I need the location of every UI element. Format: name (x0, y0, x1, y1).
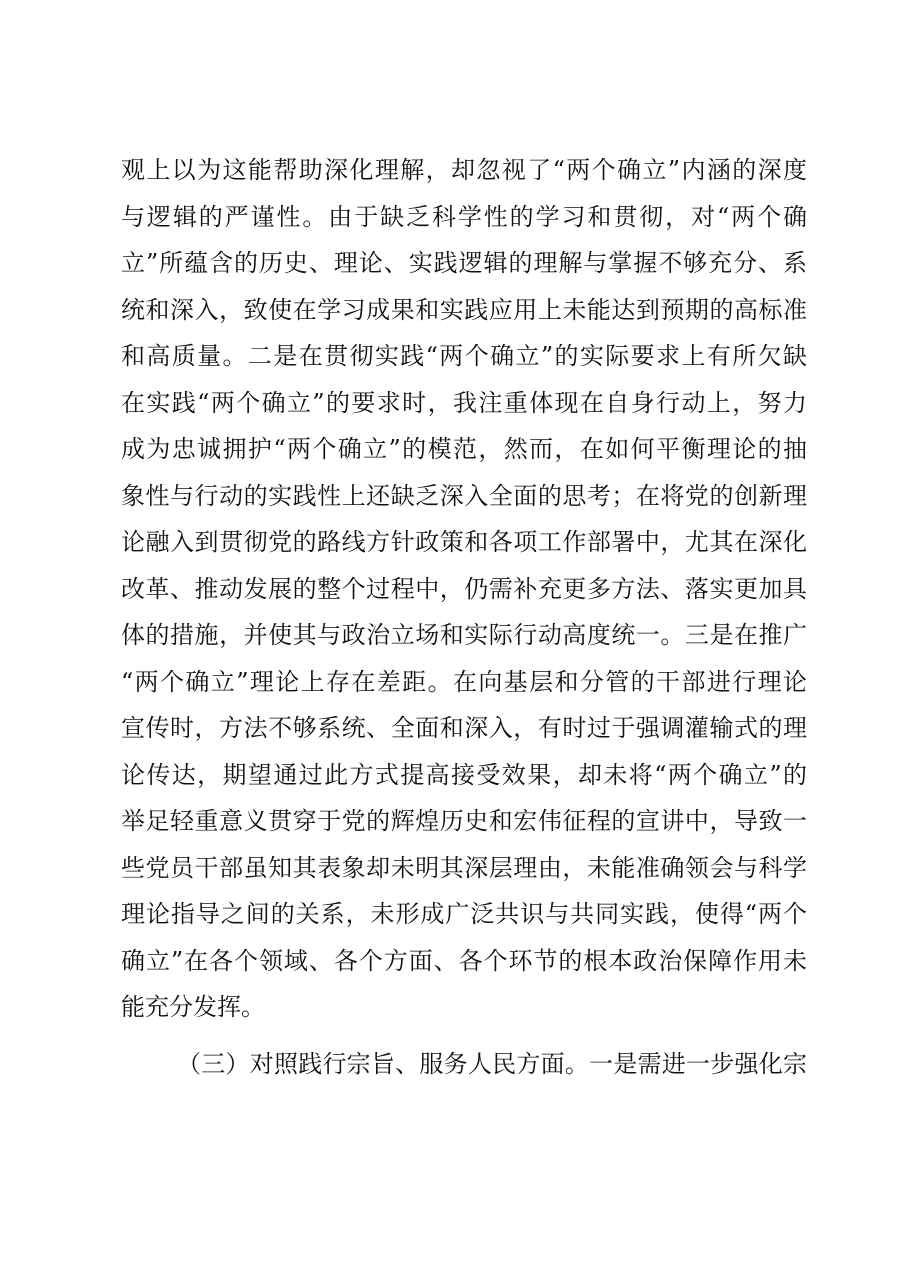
text-line: 能充分发挥。 (121, 993, 265, 1021)
text-line: 和高质量。二是在贯彻实践“两个确立”的实际要求上有所欠缺 (121, 342, 807, 370)
text-line: “两个确立”理论上存在差距。在向基层和分管的干部进行理论 (121, 667, 807, 696)
text-line: 象性与行动的实践性上还缺乏深入全面的思考；在将党的创新理 (121, 481, 807, 510)
section-heading-line: （三）对照践行宗旨、服务人民方面。一是需进一步强化宗 (177, 1049, 807, 1078)
text-line: 改革、推动发展的整个过程中，仍需补充更多方法、落实更加具 (121, 574, 807, 603)
paragraph-spacer (121, 1031, 807, 1041)
text-line: 宣传时，方法不够系统、全面和深入，有时过于强调灌输式的理 (121, 714, 807, 742)
text-line: 理论指导之间的关系，未形成广泛共识与共同实践，使得“两个 (121, 900, 807, 928)
text-line: 统和深入，致使在学习成果和实践应用上未能达到预期的高标准 (121, 295, 807, 324)
document-body (121, 147, 807, 1087)
text-line: 与逻辑的严谨性。由于缺乏科学性的学习和贯彻，对“两个确 (121, 202, 807, 231)
paragraph-1 (121, 147, 807, 1031)
text-line: 论传达，期望通过此方式提高接受效果，却未将“两个确立”的 (121, 760, 807, 789)
text-line: 举足轻重意义贯穿于党的辉煌历史和宏伟征程的宣讲中，导致一 (121, 807, 807, 835)
text-line: 些党员干部虽知其表象却未明其深层理由，未能准确领会与科学 (121, 853, 807, 882)
text-line: 立”所蕴含的历史、理论、实践逻辑的理解与掌握不够充分、系 (121, 249, 807, 277)
text-line: 论融入到贯彻党的路线方针政策和各项工作部署中，尤其在深化 (121, 528, 807, 556)
text-line: 体的措施，并使其与政治立场和实际行动高度统一。三是在推广 (121, 621, 807, 649)
text-line: 确立”在各个领域、各个方面、各个环节的根本政治保障作用未 (121, 946, 807, 975)
text-line: 观上以为这能帮助深化理解，却忽视了“两个确立”内涵的深度 (121, 156, 807, 184)
text-line: 在实践“两个确立”的要求时，我注重体现在自身行动上，努力 (121, 388, 807, 417)
paragraph-2 (121, 1041, 807, 1088)
text-line: 成为忠诚拥护“两个确立”的模范，然而，在如何平衡理论的抽 (121, 435, 807, 463)
